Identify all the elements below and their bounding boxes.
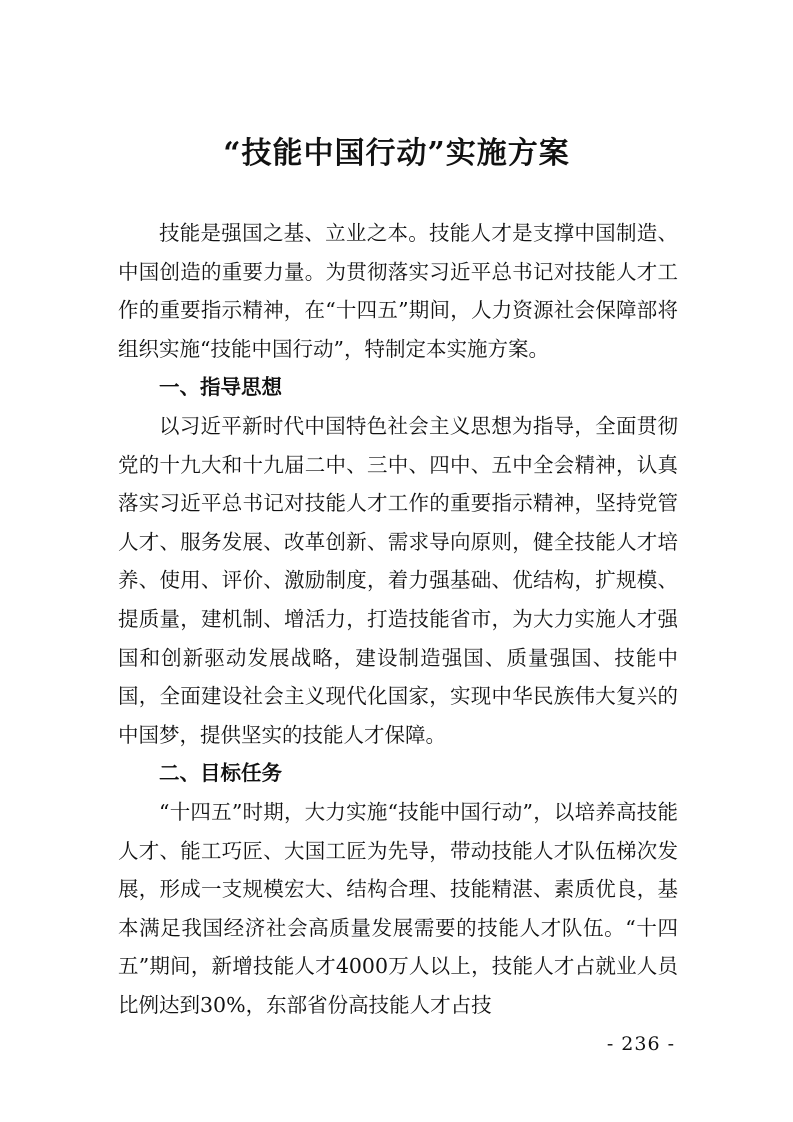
- intro-paragraph: 技能是强国之基、立业之本。技能人才是支撑中国制造、中国创造的重要力量。为贯彻落实习近平总书记对技能人才工作的重要指示精神，在“十四五”期间，人力资源社会保障部将组织实施“技能中国行动”，特制定本实施方案。: [118, 221, 678, 361]
- section-paragraph-guiding-ideology: 以习近平新时代中国特色社会主义思想为指导，全面贯彻党的十九大和十九届二中、三中、四中、五中全会精神，认真落实习近平总书记对技能人才工作的重要指示精神，坚持党管人才、服务发展、改革创新、需求导向原则，健全技能人才培养、使用、评价、激励制度，着力强基础、优结构，扩规模、提质量，建机制、增活力，打造技能省市，为大力实施人才强国和创新驱动发展战略，建设制造强国、质量强国、技能中国，全面建设社会主义现代化国家，实现中华民族伟大复兴的中国梦，提供坚实的技能人才保障。: [118, 413, 678, 747]
- document-title: “技能中国行动”实施方案: [223, 136, 570, 171]
- section-heading-guiding-ideology: 一、指导思想: [159, 375, 282, 400]
- section-heading-goals-tasks: 二、目标任务: [159, 761, 282, 786]
- section-paragraph-goals-tasks: “十四五”时期，大力实施“技能中国行动”，以培养高技能人才、能工巧匠、大国工匠为先导，带动技能人才队伍梯次发展，形成一支规模宏大、结构合理、技能精湛、素质优良，基本满足我国经济社会高质量发展需要的技能人才队伍。“十四五”期间，新增技能人才4000万人以上，技能人才占就业人员比例达到30%，东部省份高技能人才占技: [118, 799, 678, 1017]
- page-number: - 236 -: [606, 1033, 675, 1055]
- document-body: [118, 214, 678, 1024]
